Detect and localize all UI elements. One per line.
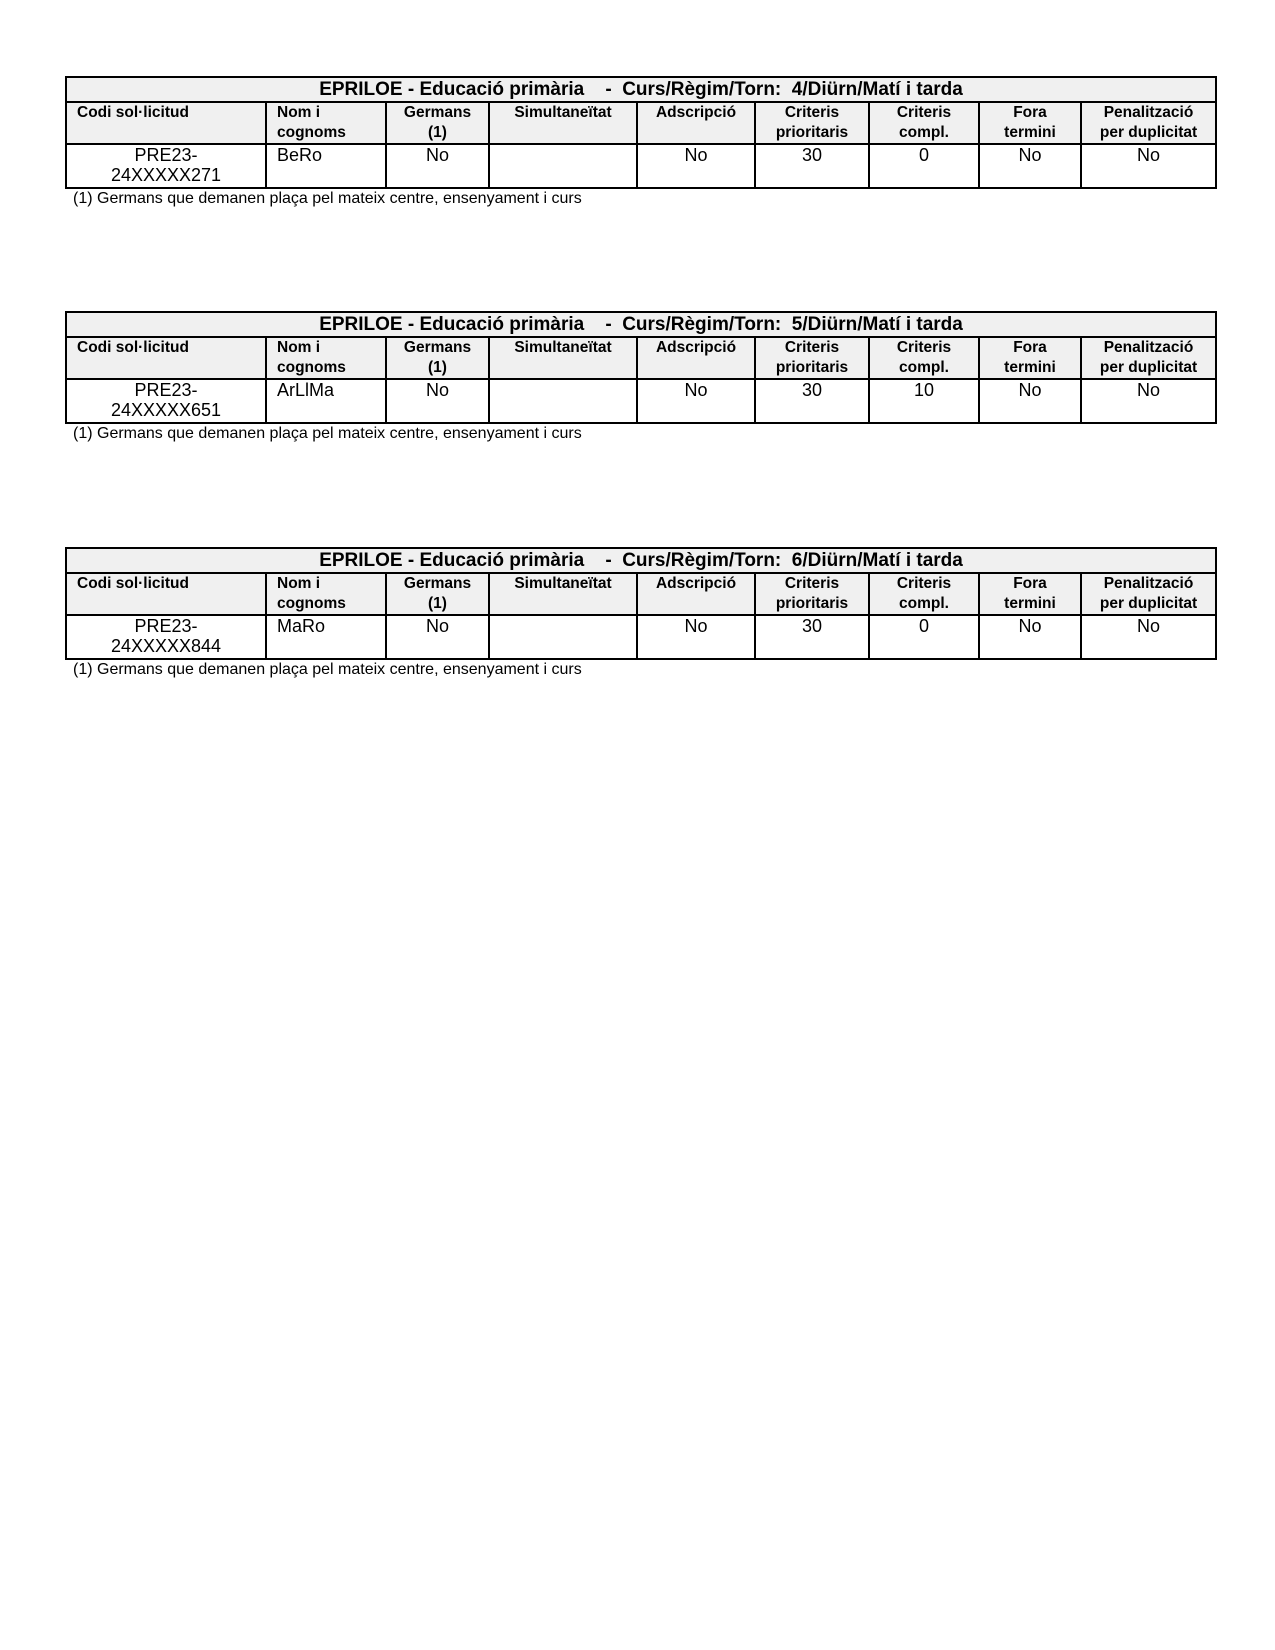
header-simultaneitat: Simultaneïtat (489, 102, 637, 144)
cell-simultaneitat (489, 144, 637, 188)
header-nom: Nom i cognoms (266, 573, 386, 615)
footnote: (1) Germans que demanen plaça pel mateix centre, ensenyament i curs (73, 425, 582, 442)
header-fora-termini: Fora termini (979, 573, 1081, 615)
admission-table (65, 547, 1217, 660)
cell-nom: MaRo (266, 615, 386, 659)
header-adscripcio: Adscripció (637, 102, 755, 144)
table-title: EPRILOE - Educació primària - Curs/Règim/Torn: 5/Diürn/Matí i tarda (66, 312, 1216, 337)
cell-germans: No (386, 615, 489, 659)
header-criteris-compl: Criteris compl. (869, 573, 979, 615)
header-simultaneitat: Simultaneïtat (489, 573, 637, 615)
footnote: (1) Germans que demanen plaça pel mateix centre, ensenyament i curs (73, 661, 582, 678)
cell-prioritaris: 30 (755, 615, 869, 659)
header-codi: Codi sol·licitud (66, 102, 266, 144)
header-simultaneitat: Simultaneïtat (489, 337, 637, 379)
cell-germans: No (386, 379, 489, 423)
cell-adscripcio: No (637, 144, 755, 188)
table-row (66, 144, 1216, 188)
cell-adscripcio: No (637, 379, 755, 423)
cell-fora: No (979, 379, 1081, 423)
header-nom: Nom i cognoms (266, 102, 386, 144)
cell-germans: No (386, 144, 489, 188)
footnote: (1) Germans que demanen plaça pel mateix centre, ensenyament i curs (73, 190, 582, 207)
admission-table (65, 311, 1217, 424)
header-germans: Germans (1) (386, 102, 489, 144)
table-row (66, 615, 1216, 659)
header-fora-termini: Fora termini (979, 102, 1081, 144)
cell-adscripcio: No (637, 615, 755, 659)
cell-prioritaris: 30 (755, 144, 869, 188)
cell-nom: BeRo (266, 144, 386, 188)
header-penalitzacio: Penalització per duplicitat (1081, 573, 1216, 615)
header-criteris-prioritaris: Criteris prioritaris (755, 102, 869, 144)
cell-penalitzacio: No (1081, 144, 1216, 188)
header-criteris-prioritaris: Criteris prioritaris (755, 337, 869, 379)
admission-table-course-5 (65, 311, 1215, 444)
cell-simultaneitat (489, 615, 637, 659)
cell-compl: 10 (869, 379, 979, 423)
admission-table-course-4 (65, 76, 1215, 209)
header-codi: Codi sol·licitud (66, 337, 266, 379)
header-codi: Codi sol·licitud (66, 573, 266, 615)
header-criteris-compl: Criteris compl. (869, 102, 979, 144)
cell-compl: 0 (869, 615, 979, 659)
admission-table-course-6 (65, 547, 1215, 680)
cell-penalitzacio: No (1081, 615, 1216, 659)
admission-table (65, 76, 1217, 189)
cell-prioritaris: 30 (755, 379, 869, 423)
header-adscripcio: Adscripció (637, 573, 755, 615)
cell-codi: PRE23- 24XXXXX271 (66, 144, 266, 188)
table-title: EPRILOE - Educació primària - Curs/Règim/Torn: 6/Diürn/Matí i tarda (66, 548, 1216, 573)
cell-codi: PRE23- 24XXXXX844 (66, 615, 266, 659)
cell-simultaneitat (489, 379, 637, 423)
table-row (66, 379, 1216, 423)
header-fora-termini: Fora termini (979, 337, 1081, 379)
cell-compl: 0 (869, 144, 979, 188)
header-criteris-compl: Criteris compl. (869, 337, 979, 379)
cell-codi: PRE23- 24XXXXX651 (66, 379, 266, 423)
header-adscripcio: Adscripció (637, 337, 755, 379)
header-germans: Germans (1) (386, 337, 489, 379)
header-penalitzacio: Penalització per duplicitat (1081, 102, 1216, 144)
table-title: EPRILOE - Educació primària - Curs/Règim/Torn: 4/Diürn/Matí i tarda (66, 77, 1216, 102)
header-germans: Germans (1) (386, 573, 489, 615)
cell-fora: No (979, 144, 1081, 188)
header-nom: Nom i cognoms (266, 337, 386, 379)
cell-penalitzacio: No (1081, 379, 1216, 423)
header-criteris-prioritaris: Criteris prioritaris (755, 573, 869, 615)
header-penalitzacio: Penalització per duplicitat (1081, 337, 1216, 379)
cell-nom: ArLlMa (266, 379, 386, 423)
cell-fora: No (979, 615, 1081, 659)
